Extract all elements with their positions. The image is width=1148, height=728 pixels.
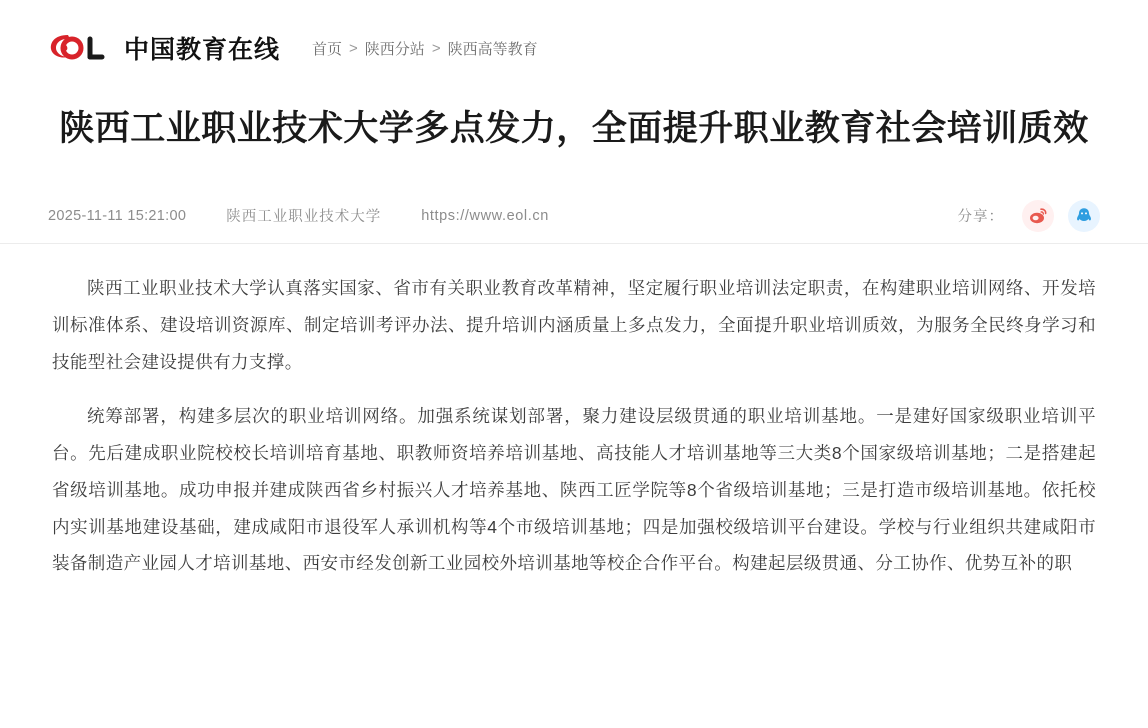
article-meta-bar xyxy=(0,188,1148,244)
article-paragraph: 统筹部署，构建多层次的职业培训网络。加强系统谋划部署，聚力建设层级贯通的职业培训基地。一是建好国家级职业培训平台。先后建成职业院校校长培训培育基地、职教师资培养培训基地、高技能人才培训基地等三大类8个国家级培训基地；二是搭建起省级培训基地。成功申报并建成陕西省乡村振兴人才培养基地、陕西工匠学院等8个省级培训基地；三是打造市级培训基地。依托校内实训基地建设基础，建成咸阳市退役军人承训机构等4个市级培训基地；四是加强校级培训平台建设。学校与行业组织共建咸阳市装备制造产业园人才培训基地、西安市经发创新工业园校外培训基地等校企合作平台。构建起层级贯通、分工协作、优势互补的职 xyxy=(52,406,1096,574)
article-url: https://www.eol.cn xyxy=(421,207,549,224)
breadcrumb-item-shaanxi[interactable]: 陕西分站 xyxy=(364,40,425,58)
title-block xyxy=(0,106,1148,152)
share-group xyxy=(958,200,1101,232)
article-paragraph: 陕西工业职业技术大学认真落实国家、省市有关职业教育改革精神，坚定履行职业培训法定职责，在构建职业培训网络、开发培训标准体系、建设培训资源库、制定培训考评办法、提升培训内涵质量上多点发力，全面提升职业培训质效，为服务全民终身学习和技能型社会建设提供有力支撑。 xyxy=(52,278,1096,372)
breadcrumb-item-higher-education[interactable]: 陕西高等教育 xyxy=(447,40,538,58)
publish-datetime: 2025-11-11 15:21:00 xyxy=(48,207,187,224)
qq-icon[interactable] xyxy=(1068,200,1100,232)
meta-left xyxy=(48,205,549,226)
breadcrumb-separator: > xyxy=(349,39,358,57)
breadcrumb-item-home[interactable]: 首页 xyxy=(312,40,343,58)
weibo-icon[interactable] xyxy=(1022,200,1054,232)
article-body xyxy=(0,244,1148,582)
page-title: 陕西工业职业技术大学多点发力，全面提升职业教育社会培训质效 xyxy=(59,109,1089,148)
site-logo-text: 中国教育在线 xyxy=(124,36,281,64)
site-header xyxy=(0,0,1148,62)
share-label: 分享： xyxy=(957,209,1004,226)
article-source: 陕西工业职业技术大学 xyxy=(226,209,382,226)
breadcrumb-separator: > xyxy=(431,39,441,57)
site-logo[interactable] xyxy=(48,29,280,68)
breadcrumb xyxy=(312,38,538,59)
eol-logo-icon xyxy=(48,29,114,68)
